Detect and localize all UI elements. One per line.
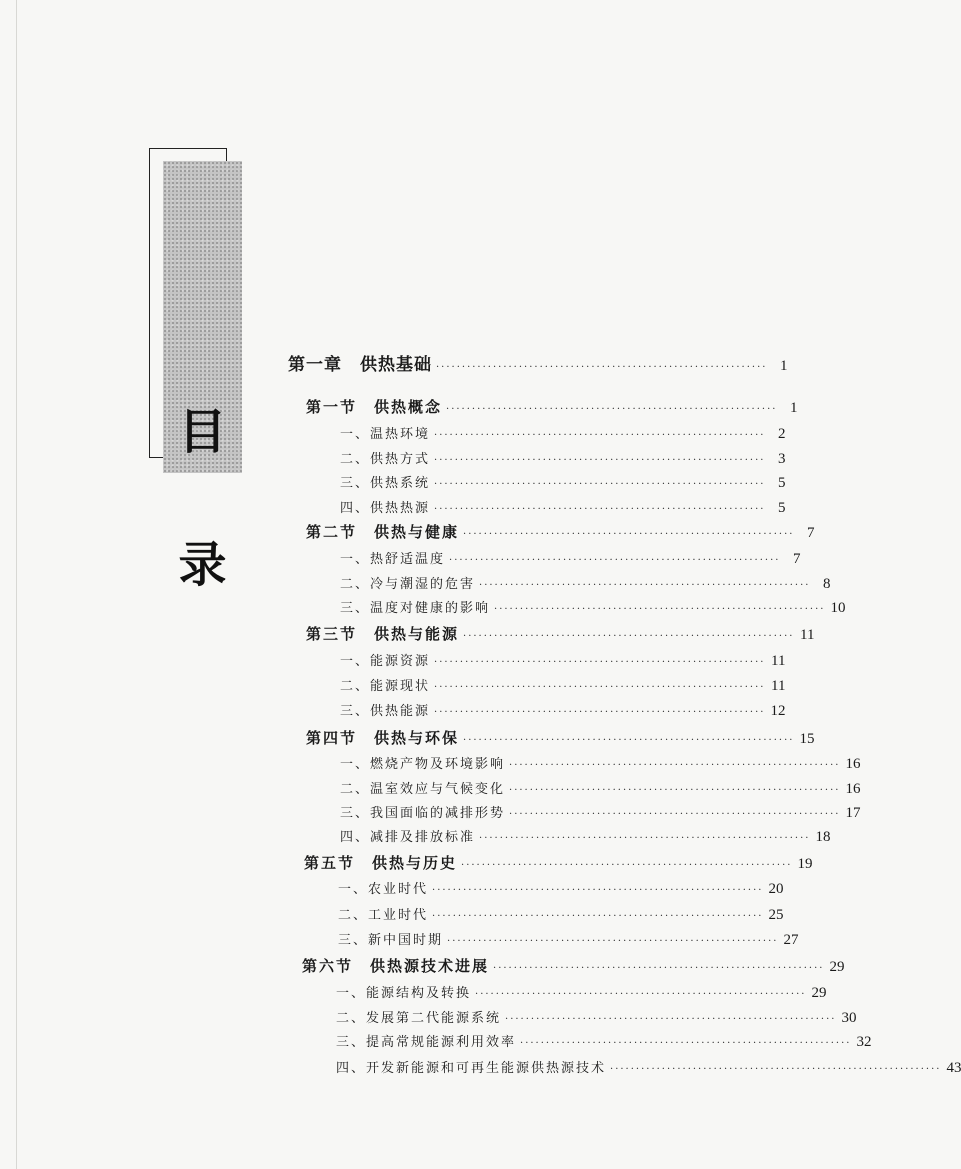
toc-section-4[interactable] (306, 727, 815, 748)
toc-page: 19 (797, 856, 813, 872)
toc-page: 16 (845, 756, 861, 772)
toc-item[interactable] (340, 448, 786, 468)
toc-label: 第四节 供热与环保 (306, 729, 460, 747)
toc-label: 三、温度对健康的影响 (340, 601, 491, 616)
toc-label: 三、新中国时期 (338, 933, 444, 948)
toc-page: 32 (856, 1034, 872, 1050)
toc-section-1[interactable] (306, 396, 798, 417)
toc-label: 三、供热系统 (340, 476, 431, 491)
toc-page: 7 (806, 525, 815, 541)
toc-item[interactable] (338, 878, 784, 898)
toc-item[interactable] (340, 826, 831, 846)
toc-page: 20 (768, 881, 784, 897)
toc-item[interactable] (340, 472, 786, 492)
toc-page: 11 (800, 627, 815, 643)
toc-item[interactable] (340, 423, 786, 443)
toc-page: 3 (777, 451, 786, 467)
toc-leader: ································································ (463, 529, 795, 540)
toc-leader: ································································ (461, 860, 793, 871)
toc-page: 17 (845, 805, 861, 821)
toc-label: 三、供热能源 (340, 704, 431, 719)
toc-item[interactable] (340, 675, 786, 695)
toc-leader: ································································ (493, 963, 825, 974)
toc-item[interactable] (336, 982, 827, 1002)
toc-page: 7 (792, 551, 801, 567)
toc-page: 11 (771, 653, 786, 669)
toc-label: 二、能源现状 (340, 679, 431, 694)
toc-leader: ································································ (434, 455, 766, 466)
toc-label: 一、热舒适温度 (340, 552, 446, 567)
toc-section-2[interactable] (306, 521, 815, 542)
toc-leader: ································································ (446, 404, 778, 415)
toc-page: 25 (768, 907, 784, 923)
toc-page: 5 (777, 475, 786, 491)
toc-label: 一、能源结构及转换 (336, 986, 472, 1001)
toc-page: 16 (845, 781, 861, 797)
toc-label: 二、温室效应与气候变化 (340, 782, 506, 797)
toc-page: 1 (789, 400, 798, 416)
toc-label: 一、温热环境 (340, 427, 431, 442)
toc-item[interactable] (340, 650, 786, 670)
toc-leader: ································································ (475, 989, 807, 1000)
toc-leader: ································································ (434, 707, 766, 718)
toc-chapter-1[interactable] (288, 350, 788, 375)
toc-section-6[interactable] (302, 955, 845, 976)
toc-leader: ································································ (494, 604, 826, 615)
toc-item[interactable] (340, 778, 861, 798)
toc-leader: ································································ (463, 735, 795, 746)
toc-leader: ································································ (434, 430, 766, 441)
toc-item[interactable] (336, 1057, 961, 1077)
toc-leader: ································································ (447, 936, 779, 947)
toc-item[interactable] (340, 700, 786, 720)
toc-label: 第一节 供热概念 (306, 398, 443, 416)
toc-leader: ································································ (505, 1014, 837, 1025)
toc-label: 二、冷与潮湿的危害 (340, 577, 476, 592)
toc-page: 12 (770, 703, 786, 719)
toc-leader: ································································ (434, 682, 766, 693)
toc-label: 第二节 供热与健康 (306, 523, 460, 541)
toc-label: 一、燃烧产物及环境影响 (340, 757, 506, 772)
toc-item[interactable] (340, 573, 831, 593)
toc-item[interactable] (340, 753, 861, 773)
toc-label: 第三节 供热与能源 (306, 625, 460, 643)
toc-item[interactable] (336, 1031, 872, 1051)
toc-leader: ································································ (449, 555, 781, 566)
toc-page: 10 (830, 600, 846, 616)
toc-leader: ································································ (432, 885, 764, 896)
toc-leader: ································································ (434, 504, 766, 515)
toc-label: 一、能源资源 (340, 654, 431, 669)
toc-section-5[interactable] (304, 852, 813, 873)
toc-label: 三、我国面临的减排形势 (340, 806, 506, 821)
toc-label: 四、开发新能源和可再生能源供热源技术 (336, 1061, 607, 1076)
toc-section-3[interactable] (306, 623, 815, 644)
toc-label: 二、发展第二代能源系统 (336, 1011, 502, 1026)
toc-item[interactable] (338, 929, 799, 949)
toc-label: 第五节 供热与历史 (304, 854, 458, 872)
toc-page: 2 (777, 426, 786, 442)
toc-item[interactable] (340, 802, 861, 822)
toc-page: 29 (829, 959, 845, 975)
toc-label: 第一章 供热基础 (288, 355, 432, 375)
toc-page: 29 (811, 985, 827, 1001)
toc-label: 三、提高常规能源利用效率 (336, 1035, 517, 1050)
toc-page: 8 (822, 576, 831, 592)
toc-label: 第六节 供热源技术进展 (302, 957, 490, 975)
toc-item[interactable] (340, 597, 846, 617)
toc-page: 5 (777, 500, 786, 516)
toc-label: 二、工业时代 (338, 908, 429, 923)
toc-item[interactable] (336, 1007, 857, 1027)
toc-leader: ································································ (610, 1064, 942, 1075)
toc-leader: ································································ (509, 760, 841, 771)
toc-leader: ································································ (432, 911, 764, 922)
toc-item[interactable] (340, 497, 786, 517)
toc-leader: ································································ (509, 809, 841, 820)
toc-page: 43 (946, 1060, 961, 1076)
toc-page: 11 (771, 678, 786, 694)
toc-page: 18 (815, 829, 831, 845)
toc-leader: ································································ (436, 362, 768, 373)
title-char-mu: 目 (178, 404, 227, 460)
toc-label: 四、减排及排放标准 (340, 830, 476, 845)
toc-label: 二、供热方式 (340, 452, 431, 467)
toc-page: 30 (841, 1010, 857, 1026)
toc-label: 四、供热热源 (340, 501, 431, 516)
title-char-lu: 录 (178, 537, 227, 593)
toc-leader: ································································ (434, 479, 766, 490)
toc-page: 1 (779, 358, 788, 374)
toc-leader: ································································ (520, 1038, 852, 1049)
toc-page: 15 (799, 731, 815, 747)
toc-leader: ································································ (434, 657, 766, 668)
toc-leader: ································································ (463, 631, 795, 642)
toc-leader: ································································ (509, 785, 841, 796)
toc-page: 27 (783, 932, 799, 948)
toc-item[interactable] (338, 904, 784, 924)
toc-leader: ································································ (479, 833, 811, 844)
toc-item[interactable] (340, 548, 801, 568)
toc-label: 一、农业时代 (338, 882, 429, 897)
toc-leader: ································································ (479, 580, 811, 591)
